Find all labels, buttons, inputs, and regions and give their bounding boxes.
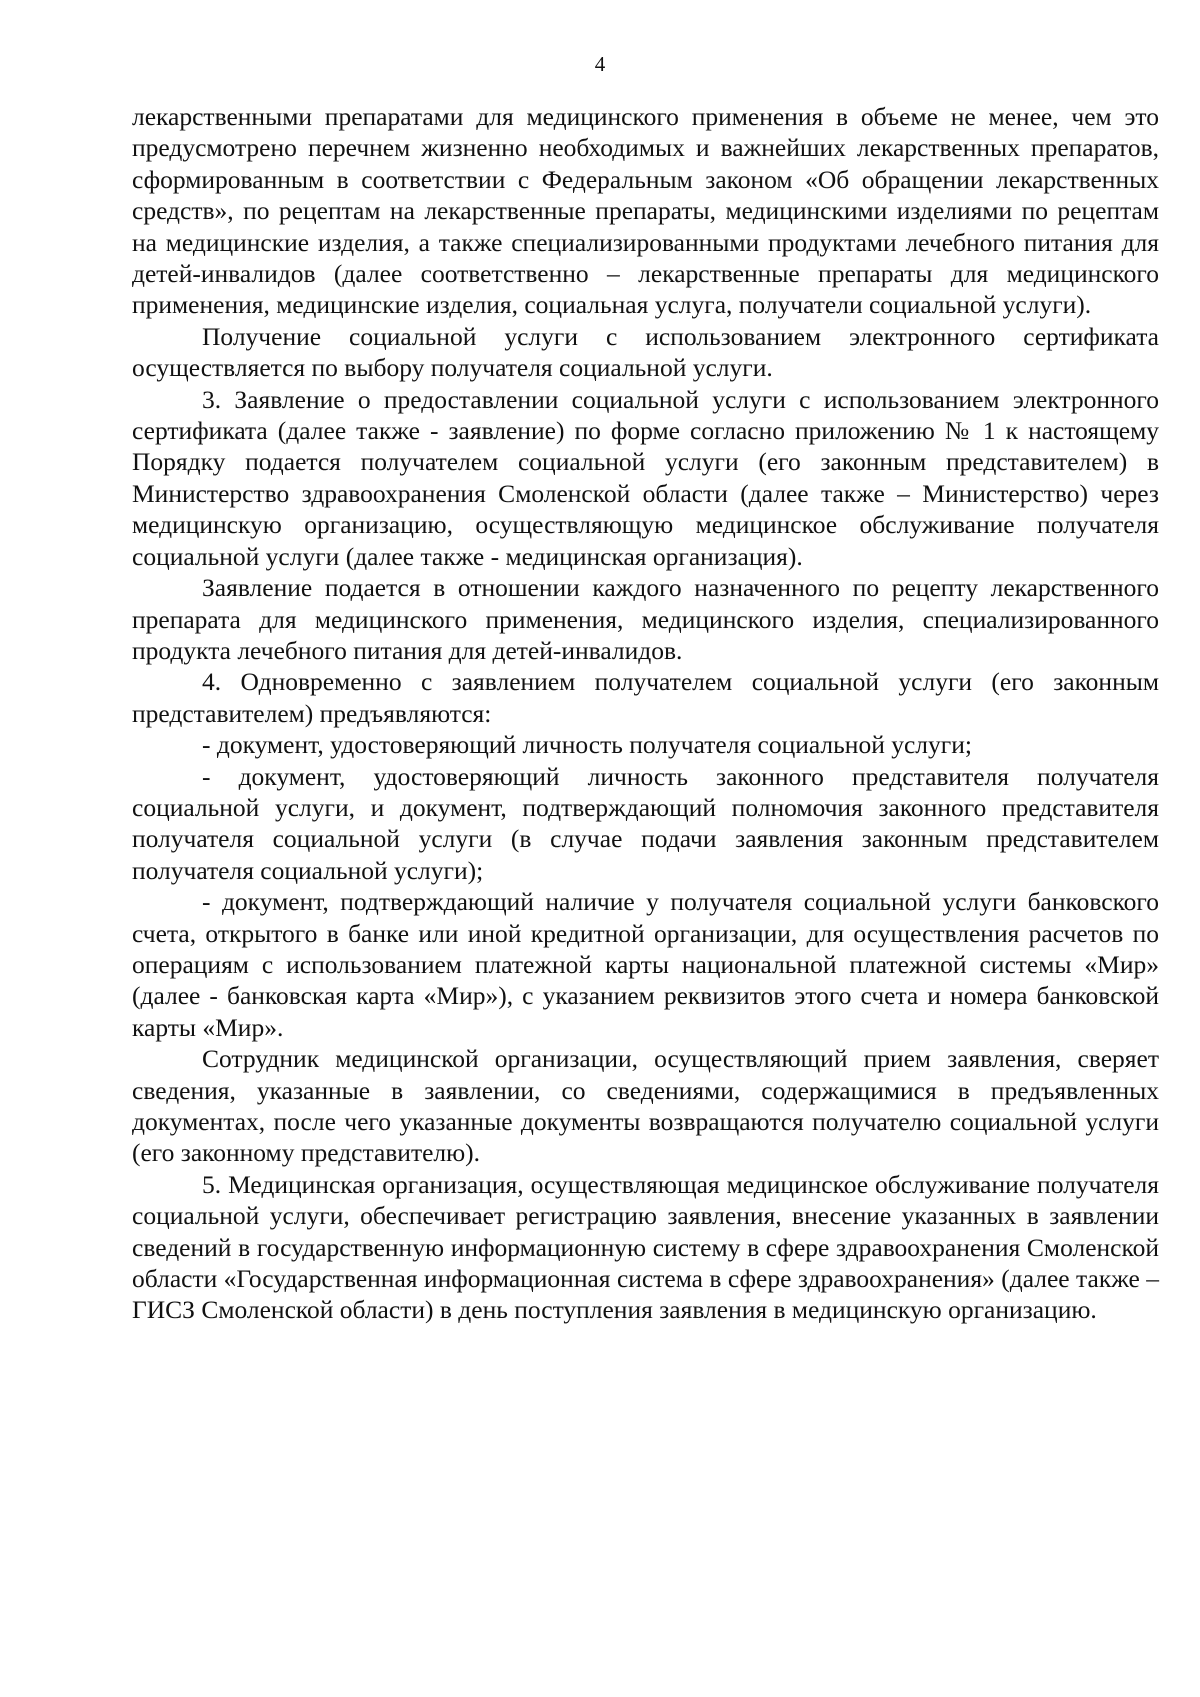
document-body <box>132 101 1159 1326</box>
list-item-representative-document: - документ, удостоверяющий личность законного представителя получателя социальной услуги, и документ, подтверждающий полномочия законного представителя получателя социальной услуги (в случае подачи заявления законным представителем получателя социальной услуги); <box>132 761 1159 885</box>
paragraph-item-5: 5. Медицинская организация, осуществляющая медицинское обслуживание получателя социальной услуги, обеспечивает регистрацию заявления, внесение указанных в заявлении сведений в государственную информационную систему в сфере здравоохранения Смоленской области «Государственная информационная система в сфере здравоохранения» (далее также – ГИСЗ Смоленской области) в день поступления заявления в медицинскую организацию. <box>132 1169 1159 1325</box>
paragraph-employee-verification: Сотрудник медицинской организации, осуществляющий прием заявления, сверяет сведения, указанные в заявлении, со сведениями, содержащимися в предъявленных документах, после чего указанные документы возвращаются получателю социальной услуги (его законному представителю). <box>132 1044 1159 1168</box>
list-item-identity-document: - документ, удостоверяющий личность получателя социальной услуги; <box>202 730 972 760</box>
paragraph-electronic-certificate: Получение социальной услуги с использованием электронного сертификата осуществляется по выбору получателя социальной услуги. <box>132 321 1159 383</box>
paragraph-item-3: 3. Заявление о предоставлении социальной услуги с использованием электронного сертификата (далее также - заявление) по форме согласно приложению № 1 к настоящему Порядку подается получателем социальной услуги (его законным представителем) в Министерство здравоохранения Смоленской области (далее также – Министерство) через медицинскую организацию, осуществляющую медицинское обслуживание получателя социальной услуги (далее также - медицинская организация). <box>132 384 1159 571</box>
page-number: 4 <box>594 52 606 76</box>
paragraph-continuation: лекарственными препаратами для медицинского применения в объеме не менее, чем это предусмотрено перечнем жизненно необходимых и важнейших лекарственных препаратов, сформированным в соответствии с Федеральным законом «Об обращении лекарственных средств», по рецептам на лекарственные препараты, медицинскими изделиями по рецептам на медицинские изделия, а также специализированными продуктами лечебного питания для детей-инвалидов (далее соответственно – лекарственные препараты для медицинского применения, медицинские изделия, социальная услуга, получатели социальной услуги). <box>132 102 1159 320</box>
paragraph-application-per-prescription: Заявление подается в отношении каждого назначенного по рецепту лекарственного препарата для медицинского применения, медицинского изделия, специализированного продукта лечебного питания для детей-инвалидов. <box>132 573 1159 665</box>
paragraph-item-4: 4. Одновременно с заявлением получателем социальной услуги (его законным представителем) предъявляются: <box>132 667 1159 728</box>
list-item-bank-account-document: - документ, подтверждающий наличие у получателя социальной услуги банковского счета, открытого в банке или иной кредитной организации, для осуществления расчетов по операциям с использованием платежной карты национальной платежной системы «Мир» (далее - банковская карта «Мир»), с указанием реквизитов этого счета и номера банковской карты «Мир». <box>132 887 1159 1042</box>
